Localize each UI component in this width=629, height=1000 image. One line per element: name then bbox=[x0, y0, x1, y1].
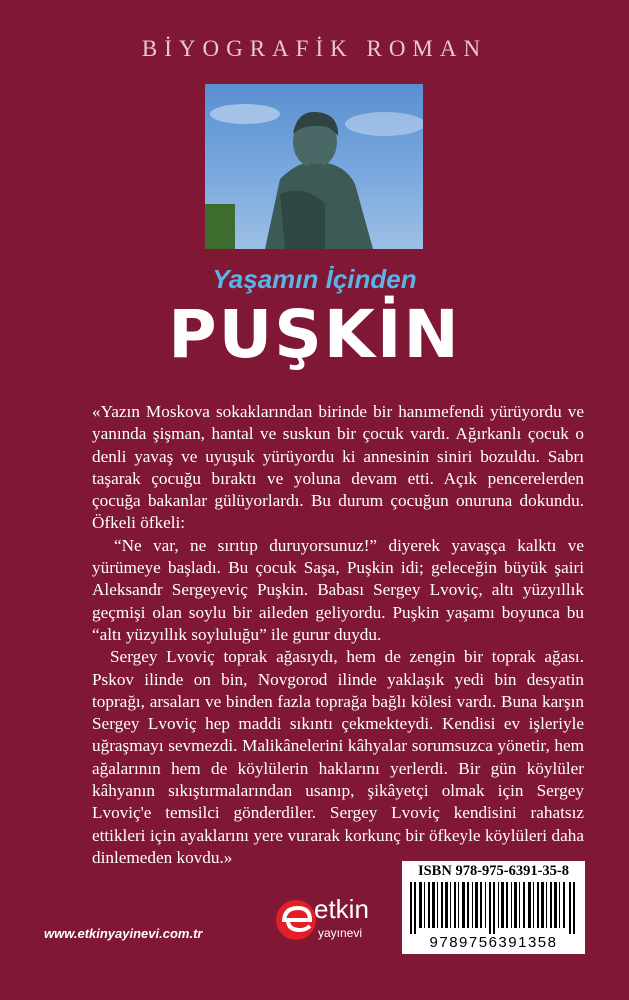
series-label: BİYOGRAFİK ROMAN bbox=[141, 36, 488, 61]
publisher-logo bbox=[270, 890, 380, 950]
barcode bbox=[402, 861, 585, 954]
blurb-paragraph-1: «Yazın Moskova sokaklarından birinde bir hanımefendi yürüyordu ve yanında şişman, hantal ve suskun bir çocuk vardı. Ağırkanlı çocuk o denli yavaş ve uyuşuk yürüyordu ki annesinin siniri bozuldu. Sabrı taşarak çocuğu bıraktı ve yoluna devam etti. Açık pencerelerden çocuğa bakanlar gülüyorlardı. Bu durum çocuğun onuruna dokundu. Öfkeli öfkeli: bbox=[92, 402, 584, 533]
isbn-label: ISBN 978-975-6391-35-8 bbox=[417, 863, 570, 879]
barcode-bars bbox=[410, 882, 577, 934]
statue-photo bbox=[205, 84, 423, 249]
logo-sub-text: yayınevi bbox=[318, 926, 363, 940]
publisher-url: www.etkinyayinevi.com.tr bbox=[44, 926, 203, 941]
logo-main-text: etkin bbox=[314, 894, 369, 924]
book-title: PUŞKİN bbox=[168, 296, 461, 373]
blurb-text bbox=[92, 401, 584, 869]
book-subtitle: Yaşamın İçinden bbox=[212, 264, 417, 294]
barcode-digits: 9789756391358 bbox=[429, 934, 558, 951]
blurb-paragraph-2: “Ne var, ne sırıtıp duruyorsunuz!” diyerek yavaşça kalktı ve yürümeye başladı. Bu çocuk Saşa, Puşkin idi; geleceğin büyük şairi Aleksandr Sergeyeviç Puşkin. Babası Sergey Lvoviç, altı yüzyıllık geçmişi olan soylu bir aileden geliyordu. Puşkin yaşamı boyunca bu “altı yüzyıllık soyluluğu” ile gurur duydu. bbox=[92, 535, 584, 644]
blurb-paragraph-3: Sergey Lvoviç toprak ağasıydı, hem de zengin bir toprak ağası. Pskov ilinde on bin, Novgorod ilinde yaklaşık yedi bin desyatin toprağı, arsaları ve binden fazla toprağa bağlı kölesi vardı. Buna karşın Sergey Lvoviç hep maddi sıkıntı çekmekteydi. Kendisi ev işleriyle uğraşmayı sevmezdi. Malikânelerini kâhyalar sorumsuzca yönetir, hem ağalarının hem de köylülerin haklarını yerlerdi. Bir gün köylüler kâhyanın sıkıştırmalarından usanıp, şikâyetçi olmak için Sergey Lvoviç'e temsilci gönderdiler. Sergey Lvoviç kendisini rahatsız ettikleri için ayaklarını yere vurarak korkunç bir öfkeyle köylüleri daha dinlemeden kovdu.» bbox=[92, 647, 584, 867]
